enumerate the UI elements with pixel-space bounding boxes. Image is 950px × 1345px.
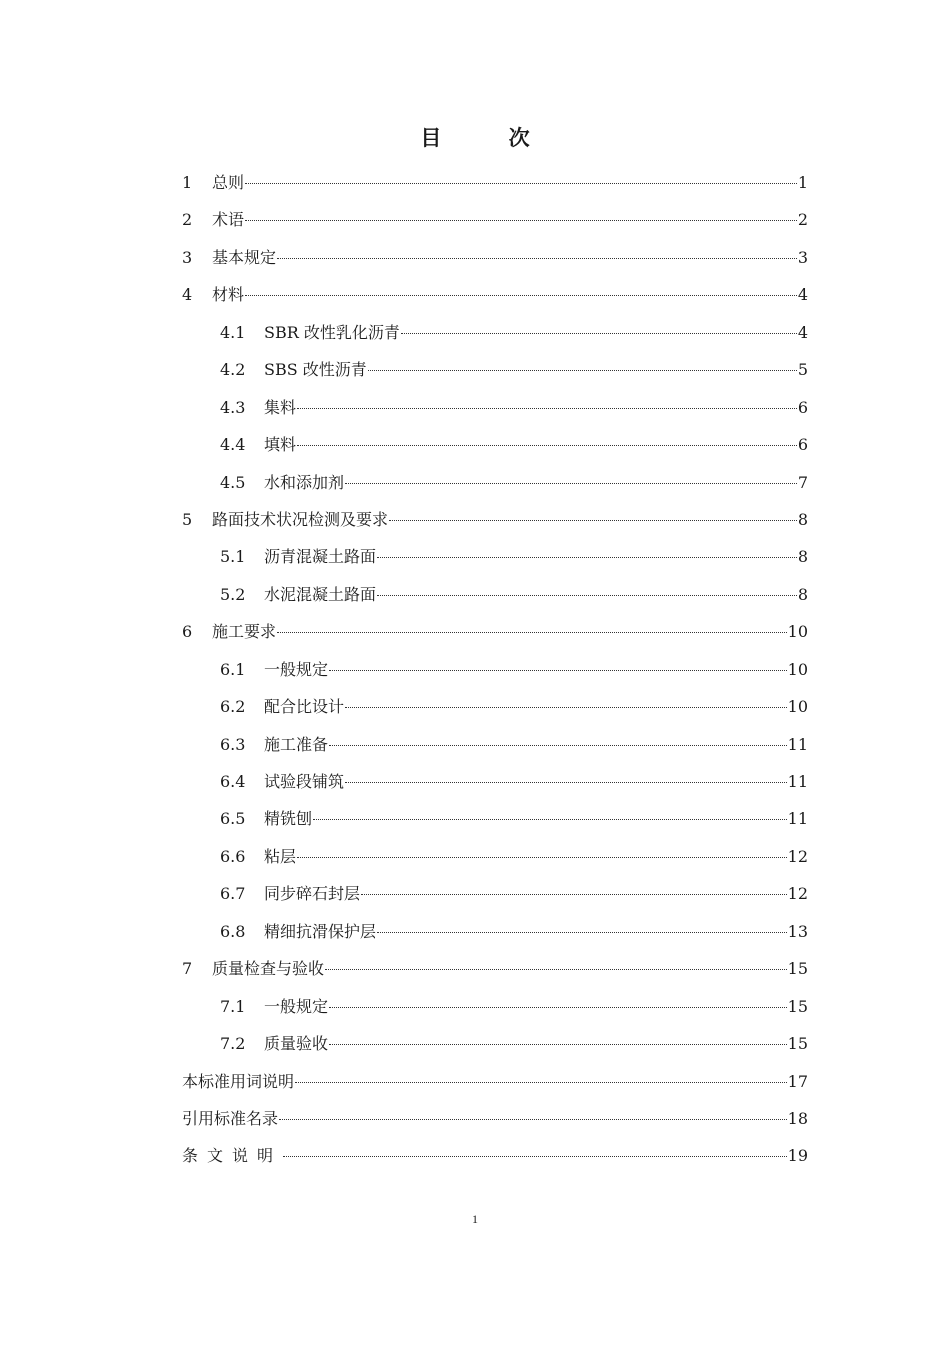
dot-leader [345,706,787,708]
toc-entry-number: 6 [182,622,193,642]
dot-leader [329,669,787,671]
toc-entry[interactable] [182,244,808,281]
dot-leader [313,818,787,820]
toc-entry-number: 6.2 [220,697,246,717]
toc-entry-number: 6.7 [220,884,246,904]
toc-entry-number: 4.4 [220,435,246,455]
toc-entry-number: 7.1 [220,996,246,1016]
dot-leader [377,594,797,596]
dot-leader [377,556,797,558]
toc-entry-page: 7 [797,472,808,492]
toc-entry-page: 10 [787,622,808,642]
toc-entry[interactable] [182,618,808,655]
dot-leader [361,893,787,895]
toc-entry-number: 4.3 [220,397,246,417]
dot-leader [277,257,797,259]
toc-entry[interactable] [182,843,808,880]
toc-entry-label: SBR 改性乳化沥青 [264,322,400,342]
toc-entry[interactable] [182,394,808,431]
toc-entry-number: 3 [182,247,193,267]
toc-entry[interactable] [182,656,808,693]
toc-entry-page: 10 [787,697,808,717]
toc-entry-number: 7.2 [220,1034,246,1054]
dot-leader [245,182,797,184]
toc-entry-label: 沥青混凝土路面 [264,547,377,567]
toc-entry-number: 6.8 [220,921,246,941]
dot-leader [401,332,797,334]
toc-entry[interactable] [182,1142,808,1179]
toc-entry[interactable] [182,993,808,1030]
toc-entry-label: 施工准备 [264,734,329,754]
toc-entry[interactable] [182,1030,808,1067]
toc-entry-label: 一般规定 [264,996,329,1016]
toc-entry-number: 4 [182,285,193,305]
toc-entry-label: 一般规定 [264,659,329,679]
toc-entry[interactable] [182,356,808,393]
toc-entry-page: 1 [797,173,808,192]
toc-entry-number: 7 [182,959,193,979]
dot-leader [295,1081,787,1083]
dot-leader [277,631,787,633]
dot-leader [368,369,797,371]
toc-entry-page: 6 [797,397,808,417]
toc-entry-number: 6.6 [220,846,246,866]
toc-entry-page: 13 [787,921,808,941]
toc-entry[interactable] [182,319,808,356]
toc-entry-label: 水和添加剂 [264,472,345,492]
toc-entry-label: 精铣刨 [264,809,313,829]
toc-entry-page: 4 [797,285,808,305]
toc-entry-label: 施工要求 [212,622,277,642]
dot-leader [283,1155,787,1157]
toc-entry-page: 4 [797,322,808,342]
toc-entry-label: 基本规定 [212,247,277,267]
toc-entry-label: 质量检查与验收 [212,959,325,979]
toc-entry-page: 15 [787,959,808,979]
toc-entry-page: 19 [787,1146,808,1166]
toc-entry-number: 5.2 [220,584,246,604]
dot-leader [245,294,797,296]
toc-entry-number: 6.3 [220,734,246,754]
toc-entry[interactable] [182,918,808,955]
page-title: 目 次 [420,125,560,150]
toc-entry[interactable] [182,169,808,206]
toc-entry-label: 路面技术状况检测及要求 [212,509,389,529]
toc-entry-number: 1 [182,173,193,192]
toc-entry-label: 条文说明 [182,1146,283,1166]
toc-entry-label: 总则 [212,173,245,192]
toc-entry-label: 精细抗滑保护层 [264,921,377,941]
toc-entry[interactable] [182,543,808,580]
toc-entry-number: 5 [182,509,193,529]
dot-leader [329,1006,787,1008]
toc-entry-page: 10 [787,659,808,679]
toc-entry-page: 11 [787,734,808,754]
toc-entry-page: 12 [787,846,808,866]
dot-leader [297,856,787,858]
toc-entry-page: 8 [797,547,808,567]
toc-entry[interactable] [182,281,808,318]
toc-entry[interactable] [182,805,808,842]
toc-entry-number: 4.5 [220,472,246,492]
toc-entry-number: 2 [182,210,193,230]
toc-entry-label: 本标准用词说明 [182,1071,295,1091]
toc-entry-label: 集料 [264,397,297,417]
dot-leader [297,444,797,446]
dot-leader [279,1118,787,1120]
dot-leader [297,407,797,409]
toc-entry-label: 配合比设计 [264,697,345,717]
toc-entry-label: 同步碎石封层 [264,884,361,904]
toc-entry-number: 5.1 [220,547,246,567]
dot-leader [245,219,797,221]
toc-entry[interactable] [182,1105,808,1142]
dot-leader [329,744,787,746]
toc-entry-label: SBS 改性沥青 [264,360,367,380]
toc-entry[interactable] [182,768,808,805]
page-number: 1 [472,1212,478,1226]
toc-entry-number: 6.1 [220,659,246,679]
toc-entry-label: 粘层 [264,846,297,866]
toc-entry-page: 17 [787,1071,808,1091]
toc-entry[interactable] [182,506,808,543]
toc-entry-number: 4.1 [220,322,246,342]
dot-leader [329,1043,787,1045]
dot-leader [345,781,787,783]
toc-entry-label: 水泥混凝土路面 [264,584,377,604]
toc-entry-number: 6.5 [220,809,246,829]
toc-entry-page: 8 [797,584,808,604]
toc-entry-number: 6.4 [220,772,246,791]
dot-leader [377,931,787,933]
toc-entry-number: 4.2 [220,360,246,380]
toc-entry[interactable] [182,431,808,468]
dot-leader [345,482,797,484]
toc-entry-label: 填料 [264,435,297,455]
toc-entry-page: 11 [787,809,808,829]
toc-entry-page: 15 [787,996,808,1016]
toc-entry[interactable] [182,693,808,730]
toc-entry-page: 3 [797,247,808,267]
toc-entry[interactable] [182,731,808,768]
toc-entry-page: 18 [787,1108,808,1128]
toc-entry-page: 8 [797,509,808,529]
toc-entry-page: 15 [787,1034,808,1054]
toc-entry-page: 5 [797,360,808,380]
toc-entry-label: 试验段铺筑 [264,772,345,791]
dot-leader [325,968,787,970]
toc-entry-page: 2 [797,210,808,230]
toc-entry[interactable] [182,206,808,243]
toc-entry-label: 术语 [212,210,245,230]
toc-entry[interactable] [182,581,808,618]
table-of-contents [182,169,808,1180]
toc-entry-page: 12 [787,884,808,904]
toc-entry[interactable] [182,1068,808,1105]
toc-entry[interactable] [182,880,808,917]
toc-entry[interactable] [182,955,808,992]
toc-entry-label: 材料 [212,285,245,305]
toc-entry-page: 11 [787,772,808,791]
dot-leader [389,519,797,521]
toc-entry-label: 质量验收 [264,1034,329,1054]
toc-entry-label: 引用标准名录 [182,1108,279,1128]
toc-entry-page: 6 [797,435,808,455]
toc-entry[interactable] [182,469,808,506]
